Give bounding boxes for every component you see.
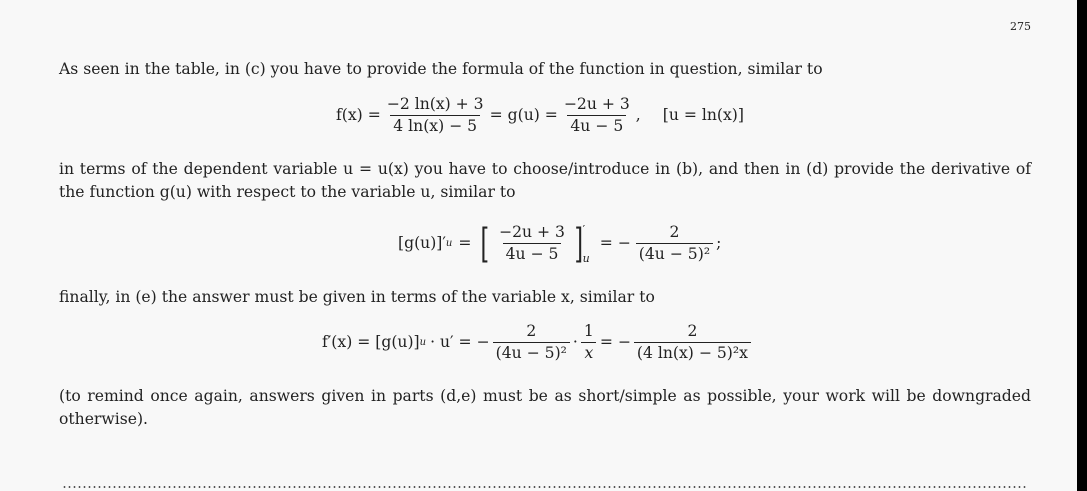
eq2-bracket-subscript: u (582, 252, 590, 265)
eq1-mid: = g(u) = (489, 105, 558, 124)
eq2-open-bracket: [ (480, 221, 490, 267)
eq3-f2-numerator: 1 (583, 322, 594, 340)
paragraph-finally: finally, in (e) the answer must be given in terms of the variable x, similar to (59, 288, 655, 306)
equation-f-prime (322, 324, 754, 361)
eq1-fraction-2 (561, 97, 633, 134)
eq2-rhs-sign: = − (599, 234, 631, 253)
eq1-lhs: f(x) = (336, 105, 381, 124)
eq3-f1-denominator: (4u − 5)² (493, 342, 570, 362)
eq2-bracket-marks (583, 224, 590, 264)
eq1-comma: , (635, 105, 641, 124)
eq3-f1-numerator: 2 (526, 322, 537, 340)
eq3-f2-denominator: x (581, 342, 596, 362)
eq2-denominator: 4u − 5 (503, 243, 562, 263)
eq1-frac2-denominator: 4u − 5 (567, 115, 626, 135)
paragraph-reminder: (to remind once again, answers given in parts (d,e) must be as short/simple as possible, your work will be downgraded otherwise). (59, 387, 1031, 428)
eq3-fraction-2 (581, 324, 597, 361)
eq3-f3-denominator: (4 ln(x) − 5)²x (634, 342, 751, 362)
eq1-frac2-numerator: −2u + 3 (563, 95, 630, 113)
eq3-lhs-subscript: u (419, 336, 427, 348)
eq2-equals: = (458, 234, 472, 253)
eq3-dot: · (572, 332, 578, 351)
eq2-lhs: [g(u)]′ (398, 234, 446, 253)
eq2-lhs-subscript: u (445, 238, 453, 249)
eq2-rhs-fraction (636, 225, 713, 262)
dotted-separator (62, 486, 1027, 488)
eq3-fraction-1 (493, 324, 570, 361)
eq3-mid: = − (599, 332, 631, 351)
paragraph-intro: As seen in the table, in (c) you have to provide the formula of the function in question, similar to (59, 60, 823, 78)
eq2-numerator: −2u + 3 (499, 223, 565, 242)
eq2-close-bracket: ] (574, 221, 584, 267)
eq2-prime: ′ (582, 223, 586, 236)
equation-g-derivative (398, 221, 722, 267)
eq3-lhs-tail: · u′ = − (430, 332, 490, 351)
eq1-frac1-numerator: −2 ln(x) + 3 (386, 95, 484, 113)
paragraph-dependent-variable: in terms of the dependent variable u = u(x) you have to choose/introduce in (b), and then in (d) provide the derivative of the function g(u) with respect to the variable u, similar to (59, 160, 1031, 201)
eq2-rhs-denominator: (4u − 5)² (636, 243, 713, 263)
eq3-lhs: f′(x) = [g(u)] (322, 332, 420, 351)
page-number: 275 (1010, 20, 1031, 33)
eq1-substitution-note: [u = ln(x)] (662, 105, 744, 124)
equation-f-of-x (336, 97, 744, 134)
eq1-frac1-denominator: 4 ln(x) − 5 (390, 115, 480, 135)
eq2-fraction (496, 225, 568, 262)
eq3-fraction-3 (634, 324, 751, 361)
eq2-rhs-numerator: 2 (669, 223, 680, 242)
eq3-f3-numerator: 2 (687, 322, 698, 340)
eq2-semicolon: ; (716, 234, 722, 253)
eq1-fraction-1 (384, 97, 487, 134)
